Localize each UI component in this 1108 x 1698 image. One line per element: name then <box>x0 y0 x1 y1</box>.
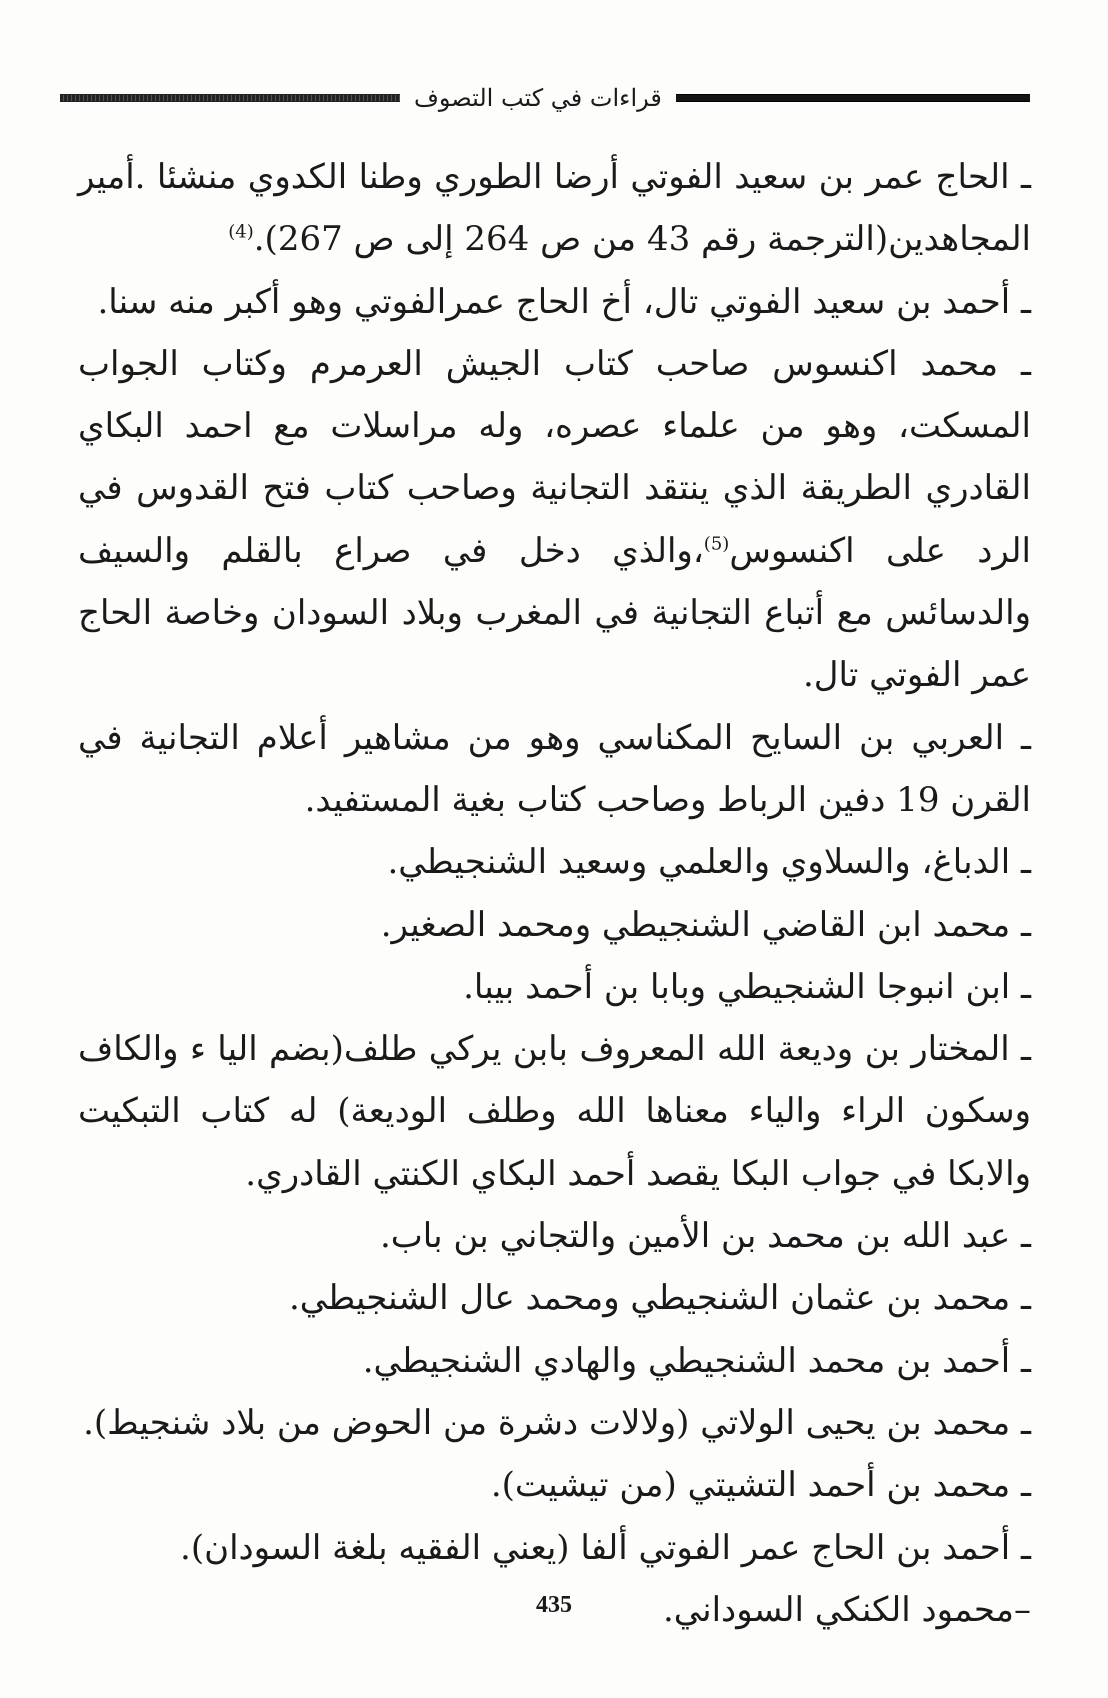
paragraph-ibn-al-qadi: ـ محمد ابن القاضي الشنجيطي ومحمد الصغير. <box>380 904 1031 945</box>
paragraph-ahmad-bin-al-hajj: ـ أحمد بن الحاج عمر الفوتي ألفا (يعني الفقيه بلغة السودان). <box>180 1527 1031 1568</box>
paragraph-al-tishiti: ـ محمد بن أحمد التشيتي (من تيشيت). <box>490 1465 1031 1506</box>
header-rule-left <box>60 94 400 102</box>
running-header <box>60 80 1030 116</box>
paragraph-ahmad-bin-said: ـ أحمد بن سعيد الفوتي تال، أخ الحاج عمرالفوتي وهو أكبر منه سنا. <box>97 281 1031 322</box>
paragraph-ibn-anbuja: ـ ابن انبوجا الشنجيطي وبابا بن أحمد بيبا. <box>463 966 1031 1007</box>
paragraph-ahmad-bin-muhammad: ـ أحمد بن محمد الشنجيطي والهادي الشنجيطي. <box>362 1340 1031 1381</box>
body-text <box>78 146 1031 1641</box>
footnote-ref-4: (4) <box>228 221 254 243</box>
paragraph-al-arabi: ـ العربي بن السايح المكناسي وهو من مشاهير أعلام التجانية في القرن 19 دفين الرباط وصاحب كتاب بغية المستفيد. <box>78 717 1031 820</box>
page-number: 435 <box>536 1592 572 1618</box>
paragraph-muhammad-bin-uthman: ـ محمد بن عثمان الشنجيطي ومحمد عال الشنجيطي. <box>288 1278 1031 1319</box>
header-rule-right <box>676 94 1030 102</box>
paragraph-hajj-umar: ـ الحاج عمر بن سعيد الفوتي أرضا الطوري وطنا الكدوي منشئا .أمير المجاهدين(الترجمة رقم 43 من ص 264 إلى ص 267).$^{(4)}$ <box>78 157 1031 260</box>
paragraph-al-walati: ـ محمد بن يحيى الولاتي (ولالات دشرة من الحوض من بلاد شنجيط). <box>83 1402 1031 1443</box>
paragraph-mahmud-al-kanki: –محمود الكنكي السوداني. <box>663 1589 1031 1630</box>
paragraph-al-mukhtar: ـ المختار بن وديعة الله المعروف بابن يركي طلف(بضم اليا ء والكاف وسكون الراء والياء معناها الله وطلف الوديعة) له كتاب التبكيت والابكا في جواب البكا يقصد أحمد البكاي الكنتي القادري. <box>78 1029 1031 1194</box>
paragraph-abdallah: ـ عبد الله بن محمد بن الأمين والتجاني بن باب. <box>379 1216 1031 1257</box>
footnote-ref-5: (5) <box>703 533 730 555</box>
header-title: قراءات في كتب التصوف <box>414 84 662 112</box>
paragraph-dabbagh: ـ الدباغ، والسلاوي والعلمي وسعيد الشنجيطي. <box>387 842 1031 883</box>
paragraph-akansus: ـ محمد اكنسوس صاحب كتاب الجيش العرمرم وكتاب الجواب المسكت، وهو من علماء عصره، وله مراسلات مع احمد البكاي القادري الطريقة الذي ينتقد التجانية وصاحب كتاب فتح القدوس في الرد على اكنسوس$^{(5)}$،والذي دخل في صراع بالقلم والسيف والدسائس مع أتباع التجانية في المغرب وبلاد السودان وخاصة الحاج عمر الفوتي تال. <box>78 343 1031 696</box>
